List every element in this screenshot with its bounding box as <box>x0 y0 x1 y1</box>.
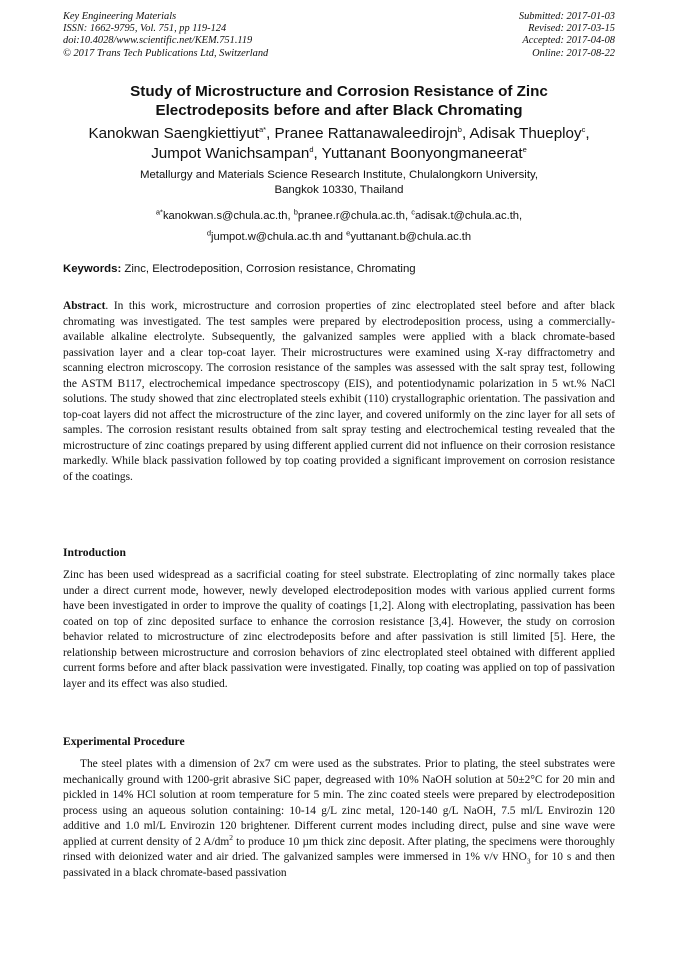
issn-line: ISSN: 1662-9795, Vol. 751, pp 119-124 <box>63 23 227 35</box>
author-name: Kanokwan Saengkiettiyut <box>88 125 259 142</box>
revised-date: Revised: 2017-03-15 <box>528 23 615 35</box>
author-affil-mark: d <box>309 144 314 154</box>
abstract <box>63 299 615 485</box>
copyright-line: © 2017 Trans Tech Publications Ltd, Switzerland <box>63 47 269 59</box>
submitted-date: Submitted: 2017-01-03 <box>518 11 615 22</box>
experimental-heading: Experimental Procedure <box>63 735 185 748</box>
submission-dates <box>519 11 615 60</box>
email-link[interactable]: jumpot.w@chula.ac.th and <box>211 231 344 243</box>
experimental-body <box>63 757 615 881</box>
authors-line-1: Kanokwan Saengkiettiyut$^{a*}$, Pranee Rattanawaleedirojn$^b$, Adisak Thueploy$^c$, <box>88 124 590 142</box>
author-name: Yuttanant Boonyongmaneerat <box>321 145 523 162</box>
doi-line: doi:10.4028/www.scientific.net/KEM.751.119 <box>63 35 253 47</box>
keywords-text: Zinc, Electrodeposition, Corrosion resistance, Chromating <box>124 263 416 275</box>
online-date: Online: 2017-08-22 <box>532 47 615 59</box>
emails-line-2 <box>40 227 638 248</box>
email-mark: b <box>293 207 298 217</box>
email-link[interactable]: adisak.t@chula.ac.th, <box>415 210 523 222</box>
author-affil-mark: e <box>522 144 527 154</box>
accepted-date: Accepted: 2017-04-08 <box>522 35 615 47</box>
email-mark: d <box>206 228 212 238</box>
email-link[interactable]: yuttanant.b@chula.ac.th <box>350 231 472 243</box>
email-mark: c <box>411 207 415 217</box>
author-name: Jumpot Wanichsampan <box>151 145 310 162</box>
title-line-2: Electrodeposits before and after Black Chromating <box>155 102 523 119</box>
affiliation-line-2: Bangkok 10330, Thailand <box>274 184 404 196</box>
experimental-text-1: The steel plates with a dimension of 2x7 cm were used as the substrates. Prior to plating, the steel substrates were mechanically ground with 1200-grit abrasive SiC paper, degreased with 10% NaOH solution at 50±2°C for 20 min and pickled in 14% HCl solution at room temperature for 5 min. The zinc coated steels were prepared by electrodeposition process using an aqueous solution containing: 10-14 g/L zinc metal, 120-140 g/L NaOH, 7.5 ml/L Envirozin 120 additive and 1.0 ml/L Envirozin 120 brightener. Different current modes including direct, pulse and sine wave were applied at current density of 2 A/dm <box>63 758 615 848</box>
title-line-1: Study of Microstructure and Corrosion Resistance of Zinc <box>130 83 548 100</box>
introduction-heading: Introduction <box>63 546 126 559</box>
authors-line-2: Jumpot Wanichsampan$^d$, Yuttanant Boonyongmaneerat$^e$ <box>151 144 527 162</box>
author-name: Pranee Rattanawaleedirojn <box>274 125 458 142</box>
emails-line-1 <box>40 206 638 227</box>
author-name: Adisak Thueploy <box>469 125 582 142</box>
subscript: 3 <box>526 856 531 866</box>
introduction-body <box>63 568 615 692</box>
corresponding-mark: * <box>160 207 163 217</box>
email-mark: a <box>155 207 161 217</box>
journal-name: Key Engineering Materials <box>63 11 177 22</box>
author-affil-mark: b <box>457 124 462 134</box>
author-list <box>40 124 638 164</box>
author-affil-mark: a* <box>259 124 267 134</box>
author-affil-mark: c <box>581 124 586 134</box>
affiliation-line-1: Metallurgy and Materials Science Research Institute, Chulalongkorn University, <box>139 169 538 181</box>
keywords <box>63 262 615 276</box>
experimental-text-2: to produce 10 µm thick zinc deposit. After plating, the specimens were thoroughly rinsed with deionized water and air dried. The galvanized samples were immersed in 1% v/v HNO <box>63 835 615 863</box>
paper-title <box>40 82 638 120</box>
journal-info <box>63 11 268 60</box>
introduction-text: Zinc has been used widespread as a sacrificial coating for steel substrate. Electroplating of zinc normally takes place under a direct current mode, however, newly developed electrodeposition modes with various applied current forms have been investigated in order to improve the quality of coatings [1,2]. Along with electroplating, passivation has been coated on top of zinc deposited surface to enhance the corrosion resistance [3,4]. However, the study on corrosion behavior related to microstructure of zinc electrodeposits before and after passivation is still limited [5]. Here, the relationship between microstructure and corrosion behaviors of zinc electroplated steel obtained with different applied current forms before and after black passivation were investigated. Finally, top coating was applied on top of passivation layer and its effect was also studied. <box>63 569 615 690</box>
keywords-label: Keywords: <box>63 263 122 275</box>
affiliation <box>40 168 638 198</box>
email-link[interactable]: pranee.r@chula.ac.th, <box>297 210 409 222</box>
email-link[interactable]: kanokwan.s@chula.ac.th, <box>162 210 291 222</box>
email-mark: e <box>346 228 351 238</box>
abstract-label: Abstract <box>63 300 106 312</box>
experimental-text-3: for 10 s and then passivated in a black chromate-based passivation <box>63 851 615 879</box>
abstract-text: . In this work, microstructure and corrosion properties of zinc electroplated steel before and after black chromating was investigated. The test samples were prepared by electrodeposition process, using a commercially-available alkaline electrolyte. Subsequently, the galvanized samples were applied with a black chromate-based passivation layer and a clear top-coat layer. Their microstructures were examined using X-ray diffractometry and scanning electron microscopy. The corrosion resistance of the samples was assessed with the salt spray test, following the ASTM B117, electrochemical impedance spectroscopy (EIS), and potentiodynamic polarization in 5 wt.% NaCl solutions. The study showed that zinc electroplated steels exhibit (110) crystallographic orientation. The passivation and top-coat layers did not affect the microstructure of the zinc layer, and covered uniformly on the zinc layer for all sets of samples. The corrosion resistant results obtained from salt spray testing and electrochemical testing revealed that the microstructure of zinc coatings prepared by using different applied current did not influence on their corrosion resistance markedly. While black passivation followed by top coating provided a significant improvement on corrosion resistance of the coatings. <box>63 300 615 483</box>
superscript: 2 <box>229 832 233 842</box>
author-emails <box>40 206 638 248</box>
